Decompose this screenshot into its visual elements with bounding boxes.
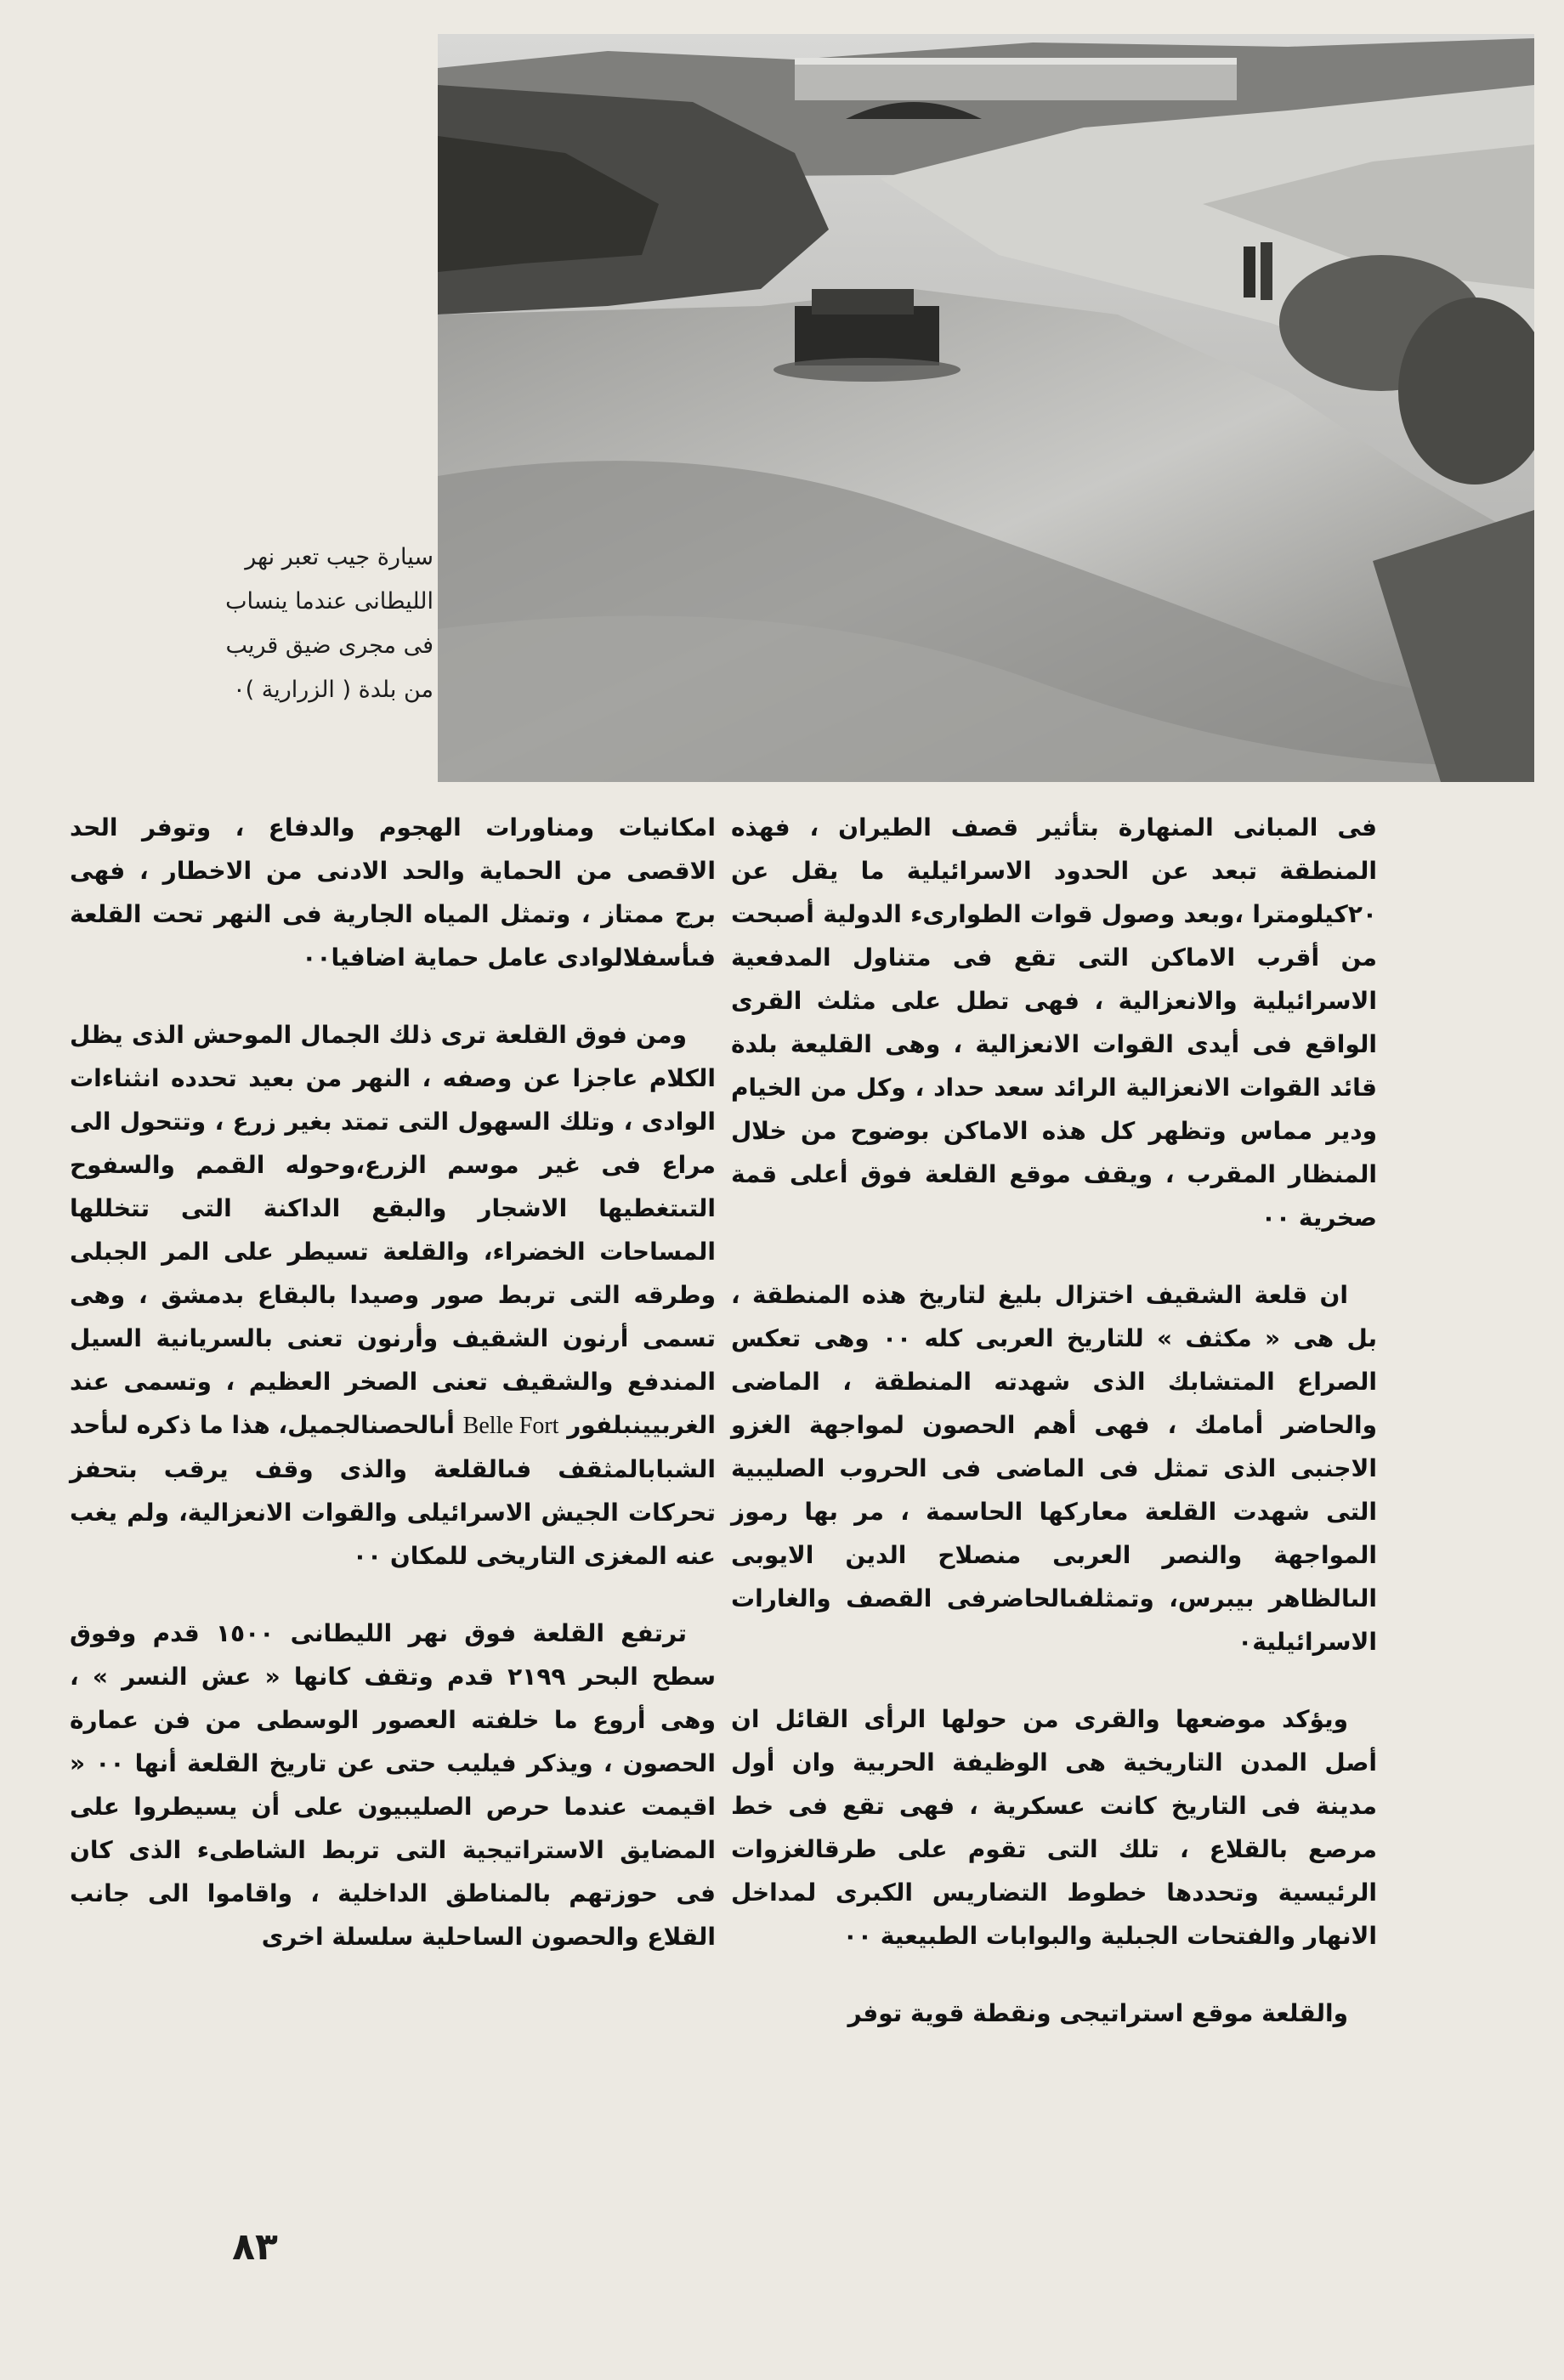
paragraph: امكانيات ومناورات الهجوم والدفاع ، وتوفر الحد الاقصى من الحماية والحد الادنى من الاخطار ، فهى برج ممتاز ، وتمثل المياه الجارية فى النهر تحت القلعة فىأسفلالوادى عامل حماية اضافيا٠٠ [70, 813, 716, 972]
paragraph: والقلعة موقع استراتيجى ونقطة قوية توفر [847, 1999, 1348, 2027]
caption-line: فى مجرى ضيق قريب [225, 632, 434, 659]
photo-river-jeep-icon [438, 34, 1534, 782]
article-column-right [731, 806, 1377, 2035]
paragraph: ترتفع القلعة فوق نهر الليطانى ١٥٠٠ قدم وفوق سطح البحر ٢١٩٩ قدم وتقف كانها « عش النسر » ، وهى أروع ما خلفته العصور الوسطى من فن عمارة الحصون ، ويذكر فيليب حتى عن تاريخ القلعة أنها ٠٠ « اقيمت عندما حرص الصليبيون على أن يسيطروا على المضايق الاستراتيجية التى تربط الشاطىء الذى كان فى حوزتهم بالمناطق الداخلية ، واقاموا الى جانب القلاع والحصون الساحلية سلسلة اخرى [70, 1619, 716, 1951]
paragraph: ويؤكد موضعها والقرى من حولها الرأى القائل ان أصل المدن التاريخية هى الوظيفة الحربية وان أول مدينة فى التاريخ كانت عسكرية ، فهى تقع فى خط مرصع بالقلاع ، تلك التى تقوم على طرقالغزوات الرئيسية وتحددها خطوط التضاريس الكبرى لمداخل الانهار والفتحات الجبلية والبوابات الطبيعية ٠٠ [731, 1705, 1377, 1950]
paragraph-text: أىالحصنالجميل، هذا ما ذكره لىأحد الشبابالمثقف فىالقلعة والذى وقف يرقب بتحفز تحركات الجيش الاسرائيلى والقوات الانعزالية، ولم يغب عنه المغزى التاريخى للمكان ٠٠ [70, 1411, 716, 1570]
page-number: ٨٣ [232, 2225, 278, 2269]
caption-line: من بلدة ( الزرارية )٠ [233, 677, 434, 703]
paragraph [70, 1013, 716, 1578]
photo-caption [68, 536, 434, 712]
paragraph-text: ومن فوق القلعة ترى ذلك الجمال الموحش الذى يظل الكلام عاجزا عن وصفه ، النهر من بعيد تحدده انثناءات الوادى ، وتلك السهول التى تمتد بغير زرع ، وتتحول الى مراع فى غير موسم الزرع،وحوله القمم والسفوح التىتغطيها الاشجار والبقع الداكنة التى تتخللها المساحات الخضراء، والقلعة تسيطر على المر الجبلى وطرقه التى تربط صور وصيدا بالبقاع بدمشق ، وهى تسمى أرنون الشقيف وأرنون تعنى بالسريانية السيل المندفع والشقيف تعنى الصخر العظيم ، وتسمى عند الغربيينبلفور [70, 1021, 717, 1439]
caption-line: سيارة جيب تعبر نهر [245, 544, 434, 570]
article-column-left [70, 806, 716, 1958]
caption-line: الليطانى عندما ينساب [225, 588, 434, 615]
paragraph: فى المبانى المنهارة بتأثير قصف الطيران ، فهذه المنطقة تبعد عن الحدود الاسرائيلية ما يقل عن ٢٠كيلومترا ،وبعد وصول قوات الطوارىء الدولية أصبحت من أقرب الاماكن التى تقع فى متناول المدفعية الاسرائيلية والانعزالية ، فهى تطل على مثلث القرى الواقع فى أيدى القوات الانعزالية ، وهى القليعة بلدة قائد القوات الانعزالية الرائد سعد حداد ، وكل من الخيام ودير مماس وتظهر كل هذه الاماكن بوضوح من خلال المنظار المقرب ، ويقف موقع القلعة فوق أعلى قمة صخرية ٠٠ [731, 813, 1377, 1232]
river-photo [438, 34, 1534, 782]
latin-term: Belle Fort [462, 1413, 559, 1439]
paragraph: ان قلعة الشقيف اختزال بليغ لتاريخ هذه المنطقة ، بل هى « مكثف » للتاريخ العربى كله ٠٠ وهى تعكس الصراع المتشابك الذى شهدته المنطقة ، الماضى والحاضر أمامك ، فهى أهم الحصون لمواجهة الغزو الاجنبى الذى تمثل فى الماضى فى الحروب الصليبية التى شهدت القلعة معاركها الحاسمة ، مر بها رموز المواجهة والنصر العربى منصلاح الدين الايوبى الىالظاهر بيبرس، وتمثلفىالحاضرفى القصف والغارات الاسرائيلية٠ [731, 1281, 1377, 1656]
